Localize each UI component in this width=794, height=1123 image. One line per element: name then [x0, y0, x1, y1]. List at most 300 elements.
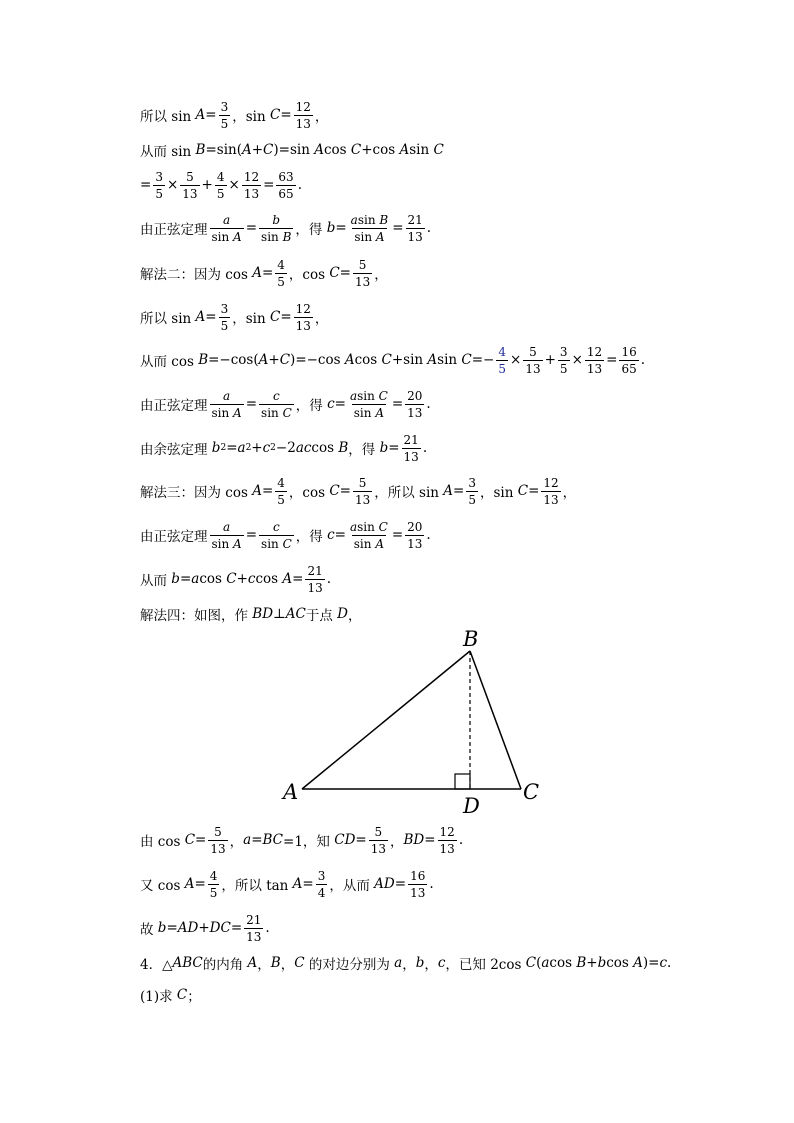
text-run: 解法三：因为 cos	[140, 485, 253, 501]
fraction-numerator	[270, 214, 282, 228]
math-variable: A	[375, 536, 384, 551]
text-run: cos	[549, 955, 577, 971]
fraction-numerator: 3	[220, 99, 229, 114]
text-run: ；	[187, 989, 201, 1005]
text-run: cos	[606, 955, 634, 971]
fraction-denominator: 13	[407, 405, 423, 420]
text-run: +sin	[391, 352, 428, 368]
fraction-denominator: 13	[295, 116, 311, 131]
fraction-denominator: 13	[243, 186, 260, 201]
text-run: =	[392, 220, 404, 236]
text-run: 从而 sin	[140, 144, 196, 160]
text-run: ，得	[295, 398, 328, 414]
fraction-numerator: 5	[214, 824, 222, 839]
fraction-numerator: 3	[220, 301, 229, 316]
text-run: =	[230, 920, 243, 936]
text-run: ，sin	[232, 109, 270, 125]
math-variable: B	[379, 212, 389, 227]
math-variable: C	[525, 955, 537, 971]
math-variable: c	[273, 519, 280, 534]
text-run: sin	[211, 405, 234, 420]
math-variable: A	[292, 876, 303, 892]
text-run: ，	[347, 608, 362, 624]
text-run: )=	[642, 955, 660, 971]
fraction	[275, 259, 287, 288]
text-run: +	[268, 352, 280, 368]
math-variable: A	[233, 229, 242, 244]
fraction-numerator: 4	[209, 868, 218, 883]
text-run: 解法四：如图，作	[140, 608, 253, 624]
fraction	[244, 914, 263, 943]
text-run: .	[426, 220, 432, 236]
text-run: .	[426, 396, 431, 412]
text-run: 由 cos	[140, 834, 185, 850]
math-variable: a	[350, 212, 358, 227]
math-variable: b	[211, 440, 221, 456]
text-run: =	[226, 440, 238, 456]
fraction-denominator: 13	[525, 361, 541, 376]
text-run: =	[453, 483, 465, 499]
fraction	[405, 390, 424, 419]
text-run: .	[297, 177, 302, 193]
math-variable: C	[226, 571, 237, 587]
math-variable: ac	[295, 440, 312, 456]
text-run: ，得	[348, 442, 380, 458]
fraction-denominator: 5	[559, 361, 568, 376]
math-variable: A	[375, 405, 384, 420]
fraction	[294, 303, 313, 332]
fraction-numerator	[348, 521, 390, 535]
fraction	[585, 346, 604, 375]
text-run: =	[245, 396, 258, 412]
fraction-denominator: 5	[468, 492, 476, 507]
text-run: ，	[314, 311, 329, 327]
fraction-numerator: 21	[246, 912, 262, 927]
fraction-denominator: 13	[295, 318, 311, 333]
fraction-numerator	[221, 390, 232, 404]
fraction	[210, 390, 244, 419]
text-run: ，从而	[329, 878, 375, 894]
math-variable: A	[233, 536, 242, 551]
text-run: =	[179, 571, 192, 587]
fraction	[558, 346, 570, 375]
math-variable: A	[443, 483, 454, 499]
right-angle-mark	[455, 774, 470, 789]
fraction-denominator: 13	[410, 885, 426, 900]
text-run: ，	[314, 109, 329, 125]
fraction-denominator: 5	[220, 318, 229, 333]
fraction	[406, 214, 425, 243]
text-run: ×	[571, 352, 583, 368]
fraction-numerator: 4	[277, 475, 285, 490]
fraction-numerator: 16	[410, 868, 426, 883]
text-run: ，cos	[288, 267, 330, 283]
text-run: sin	[353, 405, 376, 420]
text-line	[140, 130, 444, 170]
math-variable: A	[282, 571, 293, 587]
fraction-numerator: 21	[403, 432, 419, 447]
fraction-denominator	[259, 404, 294, 419]
fraction-numerator: 21	[407, 212, 423, 227]
math-variable: C	[350, 142, 362, 158]
text-run: cos	[311, 440, 339, 456]
text-run: ×	[510, 352, 522, 368]
text-run: −2	[275, 440, 296, 456]
fraction-denominator: 5	[498, 361, 507, 376]
text-run: .	[458, 832, 464, 848]
math-variable: c	[247, 571, 256, 587]
text-line	[140, 471, 576, 511]
fraction-denominator: 5	[155, 186, 163, 201]
math-variable: a	[394, 955, 403, 971]
text-run: sin	[357, 519, 379, 534]
text-run: ，	[402, 957, 416, 973]
fraction-numerator: 3	[559, 344, 568, 359]
text-run: cos	[199, 571, 227, 587]
fraction-denominator: 5	[209, 885, 218, 900]
math-variable: A	[427, 352, 438, 368]
math-variable: A	[184, 876, 195, 892]
text-run: sin	[261, 405, 283, 420]
text-line	[140, 297, 328, 337]
fraction	[353, 477, 372, 506]
fraction	[402, 434, 421, 463]
math-variable: a	[237, 440, 246, 456]
text-run: =	[166, 920, 178, 936]
text-run: +	[201, 177, 213, 193]
foot-d-label: D	[463, 794, 480, 818]
superscript: 2	[220, 443, 227, 453]
fraction	[275, 477, 287, 506]
math-variable: A	[633, 955, 643, 971]
text-run: .	[640, 352, 646, 368]
text-run: sin	[354, 229, 376, 244]
fraction	[438, 826, 457, 855]
text-run: cos	[354, 352, 382, 368]
fraction	[353, 259, 372, 288]
text-run: =1，知	[283, 834, 335, 850]
fraction	[242, 171, 261, 200]
text-line	[140, 864, 434, 904]
fraction-denominator: 13	[370, 841, 386, 856]
math-variable: A	[252, 483, 262, 499]
text-run: ，	[562, 485, 577, 501]
text-run: =	[606, 352, 618, 368]
fraction-denominator: 13	[307, 580, 323, 595]
math-variable: CD	[334, 832, 356, 848]
text-run: ，cos	[288, 485, 330, 501]
fraction	[466, 477, 478, 506]
fraction	[208, 826, 227, 855]
side-bc	[470, 651, 521, 789]
fraction	[405, 521, 424, 550]
math-variable: c	[437, 955, 446, 971]
superscript: 2	[245, 443, 252, 453]
math-variable: C	[461, 352, 472, 368]
text-run: ，	[374, 267, 388, 283]
text-line	[140, 559, 331, 599]
text-run: 由余弦定理	[140, 442, 212, 458]
math-variable: A	[314, 142, 324, 158]
text-run: ，	[424, 957, 438, 973]
text-run: 所以 sin	[140, 109, 196, 125]
fraction-numerator: 4	[498, 344, 507, 359]
text-run: =	[302, 876, 314, 892]
text-line	[140, 428, 427, 468]
fraction-denominator: 5	[277, 492, 285, 507]
fraction-denominator: 13	[543, 492, 559, 507]
math-variable: C	[378, 519, 388, 534]
math-variable: c	[262, 440, 271, 456]
fraction-numerator: 3	[155, 169, 163, 184]
math-variable: c	[273, 388, 280, 403]
math-variable: B	[195, 142, 206, 158]
text-run: ，	[389, 834, 404, 850]
text-run: =	[245, 527, 258, 543]
math-variable: A	[375, 229, 385, 244]
fraction-numerator: 5	[358, 475, 367, 490]
fraction-numerator: 12	[295, 99, 311, 114]
fraction-denominator: 13	[246, 929, 262, 944]
text-run: sin	[261, 536, 283, 551]
text-run: 由正弦定理	[140, 529, 208, 545]
text-run: =	[391, 396, 404, 412]
text-run: .	[422, 440, 428, 456]
math-variable: C	[517, 483, 529, 499]
text-run: =	[391, 527, 404, 543]
fraction-denominator	[210, 404, 244, 419]
fraction-numerator: 21	[307, 563, 323, 578]
math-variable: DC	[209, 920, 231, 936]
math-variable: B	[576, 955, 587, 971]
math-variable: C	[294, 955, 305, 971]
text-run: =	[339, 483, 351, 499]
text-run: ，	[257, 957, 271, 973]
text-run: 4．△	[140, 957, 173, 973]
fraction-denominator: 65	[621, 361, 637, 376]
math-variable: c	[659, 955, 668, 971]
text-line	[140, 908, 270, 948]
math-variable: B	[198, 352, 209, 368]
math-variable: BD	[252, 606, 274, 622]
math-variable: D	[337, 606, 348, 622]
text-run: =	[251, 832, 263, 848]
text-run: +	[251, 440, 263, 456]
math-variable: A	[241, 142, 252, 158]
text-run: =	[245, 220, 258, 236]
fraction	[541, 477, 560, 506]
text-run: )=sin	[273, 142, 315, 158]
text-run: =	[355, 832, 367, 848]
text-run: 由正弦定理	[140, 398, 208, 414]
fraction-denominator: 13	[439, 841, 455, 856]
fraction-numerator: 12	[295, 301, 311, 316]
text-run: +	[236, 571, 248, 587]
fraction-denominator: 4	[317, 885, 326, 900]
math-variable: C	[269, 107, 281, 123]
fraction-numerator: 12	[243, 169, 260, 184]
math-variable: a	[191, 571, 200, 587]
math-variable: c	[327, 527, 335, 543]
fraction-denominator	[352, 228, 386, 243]
fraction	[349, 214, 391, 243]
text-run: ，sin	[232, 311, 270, 327]
vertex-a-label: A	[283, 780, 299, 804]
text-run: ，	[229, 834, 244, 850]
text-run: =−	[471, 352, 495, 368]
math-variable: C	[184, 832, 196, 848]
text-run: =	[261, 483, 274, 499]
fraction-numerator: 3	[468, 475, 476, 490]
text-run: sin	[409, 142, 434, 158]
text-line	[140, 515, 431, 555]
fraction-numerator: 12	[543, 475, 559, 490]
text-run: =	[205, 309, 217, 325]
text-run: =	[394, 876, 407, 892]
text-run: 又 cos	[140, 878, 185, 894]
math-variable: A	[247, 955, 258, 971]
fraction-denominator: 13	[407, 536, 423, 551]
math-variable: A	[252, 265, 262, 281]
math-variable: C	[381, 352, 392, 368]
fraction	[496, 346, 508, 375]
text-run: sin	[353, 536, 376, 551]
fraction-numerator: 5	[529, 344, 537, 359]
math-variable: C	[263, 142, 274, 158]
text-run: =	[280, 107, 292, 123]
text-run: +cos	[361, 142, 400, 158]
fraction	[305, 565, 324, 594]
text-run: =	[388, 440, 400, 456]
text-run: =−cos(	[208, 352, 259, 368]
math-variable: C	[329, 265, 340, 281]
math-variable: b	[326, 220, 336, 236]
fraction	[219, 303, 231, 332]
math-variable: A	[195, 309, 206, 325]
fraction-denominator: 13	[407, 229, 423, 244]
text-line	[140, 95, 328, 135]
fraction-numerator: 4	[277, 257, 285, 272]
text-run: 的内角	[202, 957, 248, 973]
math-variable: b	[157, 920, 167, 936]
fraction-denominator	[352, 535, 386, 550]
fraction-numerator: 5	[374, 824, 383, 839]
text-run: .	[429, 876, 434, 892]
fraction-denominator: 13	[182, 186, 198, 201]
math-variable: b	[379, 440, 389, 456]
text-run: +	[544, 352, 556, 368]
fraction	[619, 346, 638, 375]
fraction-denominator: 13	[354, 274, 371, 289]
text-run: ，得	[295, 529, 328, 545]
math-variable: A	[399, 142, 410, 158]
fraction-denominator: 5	[216, 186, 225, 201]
text-run: =	[424, 832, 436, 848]
fraction	[259, 214, 293, 243]
fraction	[210, 214, 244, 243]
text-run: .	[265, 920, 270, 936]
fraction	[294, 101, 313, 130]
fraction-denominator	[259, 535, 294, 550]
math-variable: b	[171, 571, 180, 587]
math-variable: b	[415, 955, 425, 971]
math-variable: a	[223, 212, 231, 227]
fraction	[259, 521, 294, 550]
math-variable: B	[338, 440, 349, 456]
text-run: (1)求	[140, 989, 177, 1005]
math-variable: A	[233, 405, 242, 420]
fraction-numerator	[349, 214, 391, 228]
text-run: =	[528, 483, 540, 499]
fraction-denominator: 5	[277, 274, 285, 289]
math-variable: a	[349, 388, 358, 403]
math-variable: AD	[177, 920, 199, 936]
math-variable: C	[433, 142, 444, 158]
text-run: =	[339, 265, 351, 281]
math-variable: A	[344, 352, 355, 368]
text-run: sin	[357, 388, 379, 403]
text-run: cos	[255, 571, 283, 587]
math-variable: B	[270, 955, 281, 971]
text-run: =	[195, 832, 207, 848]
text-run: ×	[166, 177, 179, 193]
text-run: ，得	[295, 222, 327, 238]
text-line	[140, 165, 302, 205]
fraction	[153, 171, 165, 200]
math-variable: a	[349, 519, 358, 534]
fraction-numerator	[221, 214, 232, 228]
math-variable: C	[269, 309, 281, 325]
text-run: ⊥	[273, 606, 286, 622]
fraction	[208, 870, 220, 899]
text-run: +	[586, 955, 598, 971]
math-variable: a	[223, 388, 231, 403]
fraction	[316, 870, 328, 899]
triangle-figure	[280, 628, 540, 818]
math-variable: AC	[285, 606, 306, 622]
text-run: sin	[211, 229, 234, 244]
fraction-denominator	[210, 535, 244, 550]
vertex-c-label: C	[523, 780, 540, 804]
fraction-denominator	[210, 228, 244, 243]
text-line	[140, 943, 671, 983]
math-variable: BC	[262, 832, 284, 848]
fraction	[408, 870, 427, 899]
text-line	[140, 820, 463, 860]
fraction-numerator: 12	[586, 344, 603, 359]
text-run: 所以 sin	[140, 311, 196, 327]
math-variable: ABC	[172, 955, 203, 971]
text-run: =	[140, 177, 152, 193]
fraction-numerator	[271, 521, 282, 535]
fraction	[348, 521, 390, 550]
text-run: =	[194, 876, 206, 892]
text-run: ，已知 2cos	[445, 957, 526, 973]
fraction-numerator: 20	[407, 388, 423, 403]
text-line	[140, 208, 431, 248]
text-run: 解法二：因为 cos	[140, 267, 253, 283]
text-run: ×	[228, 177, 240, 193]
text-run: .	[667, 955, 672, 971]
math-variable: C	[176, 987, 188, 1003]
fraction-denominator	[259, 228, 293, 243]
text-run: (	[536, 955, 542, 971]
side-ab	[302, 651, 470, 789]
math-variable: C	[282, 536, 292, 551]
text-run: 的对边分别为	[304, 957, 395, 973]
vertex-b-label: B	[463, 628, 479, 651]
math-variable: C	[329, 483, 340, 499]
